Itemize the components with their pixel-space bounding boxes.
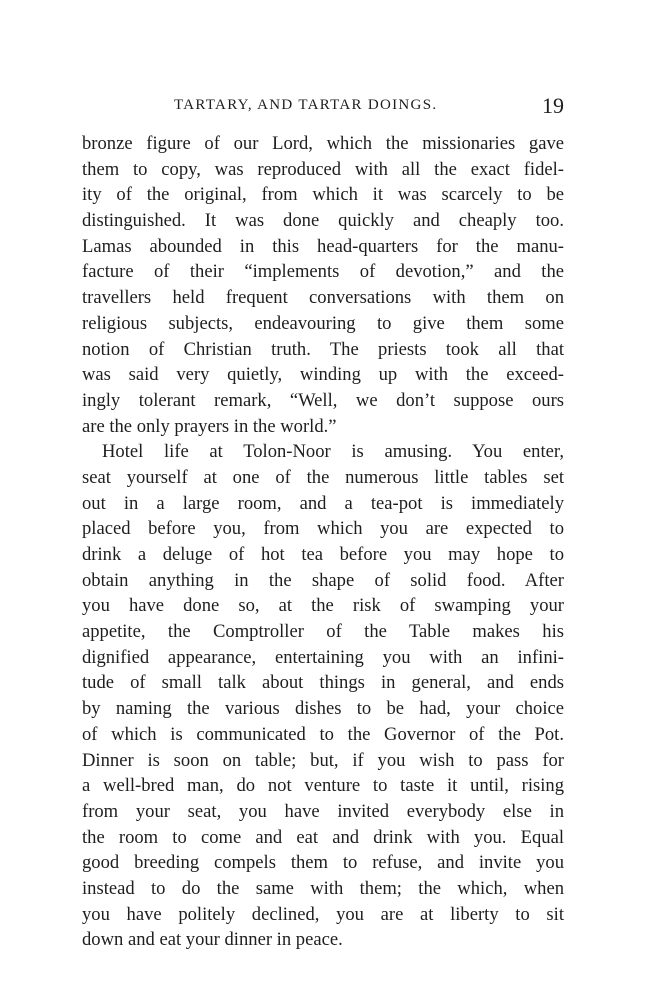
text-line: facture of their “implements of devotion,” and the (82, 261, 564, 283)
text-line: out in a large room, and a tea-pot is immediately (82, 492, 564, 514)
text-line: good breeding compels them to refuse, and invite you (82, 852, 564, 874)
text-line: them to copy, was reproduced with all the exact fidel- (82, 158, 564, 180)
text-line: placed before you, from which you are expected to (82, 518, 564, 540)
text-line: bronze figure of our Lord, which the missionaries gave (82, 133, 564, 154)
text-line: Dinner is soon on table; but, if you wish to pass for (82, 749, 564, 771)
paragraph-end-line: down and eat your dinner in peace. (82, 929, 343, 951)
text-line: instead to do the same with them; the which, when (82, 877, 564, 899)
text-line: travellers held frequent conversations with them on (82, 287, 564, 309)
running-title: TARTARY, AND TARTAR DOINGS. (174, 97, 438, 113)
text-line: from your seat, you have invited everybody else in (82, 800, 564, 822)
text-line: appetite, the Comptroller of the Table makes his (82, 621, 564, 643)
running-head (82, 93, 564, 123)
text-line: the room to come and eat and drink with you. Equal (82, 826, 564, 848)
text-line: ingly tolerant remark, “Well, we don’t suppose ours (82, 389, 564, 411)
text-line: tude of small talk about things in general, and ends (82, 672, 564, 694)
paragraph-start-line: Hotel life at Tolon-Noor is amusing. You enter, (102, 441, 564, 463)
page-number: 19 (542, 93, 564, 118)
text-line: ity of the original, from which it was scarcely to be (82, 184, 564, 206)
text-line: Lamas abounded in this head-quarters for the manu- (82, 235, 564, 257)
text-line: dignified appearance, entertaining you with an infini- (82, 646, 564, 668)
text-line: you have done so, at the risk of swamping your (82, 595, 564, 617)
text-line: of which is communicated to the Governor of the Pot. (82, 723, 564, 745)
text-line: drink a deluge of hot tea before you may hope to (82, 544, 564, 565)
text-line: you have politely declined, you are at liberty to sit (82, 903, 564, 925)
text-line: seat yourself at one of the numerous little tables set (82, 466, 564, 488)
text-line: notion of Christian truth. The priests took all that (82, 338, 564, 360)
text-line: a well-bred man, do not venture to taste it until, rising (82, 775, 564, 797)
text-line: obtain anything in the shape of solid food. After (82, 569, 564, 591)
text-line: distinguished. It was done quickly and cheaply too. (82, 210, 564, 232)
text-line: religious subjects, endeavouring to give them some (82, 312, 564, 334)
text-line: by naming the various dishes to be had, your choice (82, 698, 564, 720)
body-text (82, 131, 564, 953)
text-line: was said very quietly, winding up with the exceed- (82, 364, 564, 386)
paragraph-end-line: are the only prayers in the world.” (82, 415, 337, 437)
